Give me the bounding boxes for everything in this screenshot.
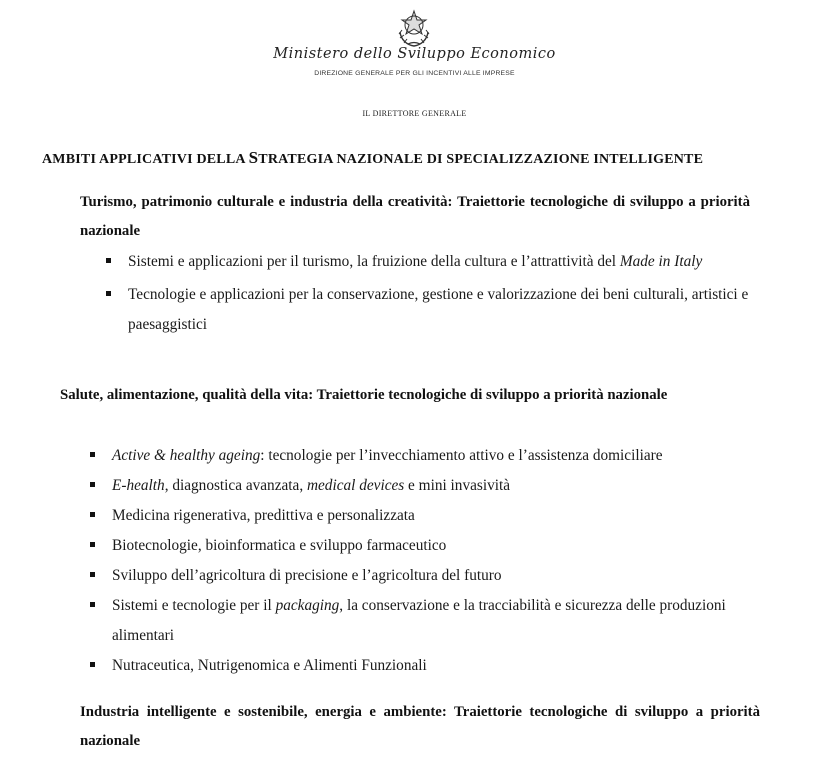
square-bullet-icon bbox=[90, 542, 95, 547]
section-heading-tourism: Turismo, patrimonio culturale e industria della creatività: Traiettorie tecnologiche di sviluppo a priorità nazionale bbox=[80, 194, 750, 239]
square-bullet-icon bbox=[90, 662, 95, 667]
square-bullet-icon bbox=[106, 291, 111, 296]
title-part-1: AMBITI APPLICATIVI DELLA bbox=[42, 152, 249, 167]
italian-republic-emblem-icon bbox=[395, 8, 433, 48]
directorate-name: DIREZIONE GENERALE PER GLI INCENTIVI ALLE IMPRESE bbox=[314, 70, 515, 77]
list-item: Biotecnologie, bioinformatica e sviluppo farmaceutico bbox=[88, 531, 768, 561]
square-bullet-icon bbox=[90, 572, 95, 577]
square-bullet-icon bbox=[90, 452, 95, 457]
list-item: Tecnologie e applicazioni per la conservazione, gestione e valorizzazione dei beni culturali, artistici e paesaggistici bbox=[104, 280, 764, 340]
signatory-title: IL DIRETTORE GENERALE bbox=[362, 109, 467, 118]
list-item: Sistemi e applicazioni per il turismo, la fruizione della cultura e l’attrattività del Made in Italy bbox=[104, 247, 764, 277]
list-item: E-health, diagnostica avanzata, medical devices e mini invasività bbox=[88, 471, 768, 501]
square-bullet-icon bbox=[106, 258, 111, 263]
list-item: Active & healthy ageing: tecnologie per l’invecchiamento attivo e l’assistenza domiciliare bbox=[88, 441, 768, 471]
section-heading-industry: Industria intelligente e sostenibile, energia e ambiente: Traiettorie tecnologiche di sviluppo a priorità nazionale bbox=[80, 704, 760, 749]
tourism-trajectories-list bbox=[104, 247, 764, 340]
title-part-2: TRATEGIA NAZIONALE DI SPECIALIZZAZIONE INTELLIGENTE bbox=[258, 152, 704, 167]
section-heading-health: Salute, alimentazione, qualità della vita: Traiettorie tecnologiche di sviluppo a priorità nazionale bbox=[60, 387, 668, 403]
square-bullet-icon bbox=[90, 482, 95, 487]
list-item: Medicina rigenerativa, predittiva e personalizzata bbox=[88, 501, 768, 531]
square-bullet-icon bbox=[90, 512, 95, 517]
title-initial: S bbox=[248, 148, 259, 167]
ministry-name: Ministero dello Sviluppo Economico bbox=[273, 46, 556, 62]
square-bullet-icon bbox=[90, 602, 95, 607]
list-item: Sviluppo dell’agricoltura di precisione e l’agricoltura del futuro bbox=[88, 561, 768, 591]
list-item: Sistemi e tecnologie per il packaging, la conservazione e la tracciabilità e sicurezza delle produzioni alimentari bbox=[88, 591, 768, 651]
document-title bbox=[42, 148, 802, 168]
list-item: Nutraceutica, Nutrigenomica e Alimenti Funzionali bbox=[88, 651, 768, 681]
health-trajectories-list bbox=[88, 441, 768, 681]
